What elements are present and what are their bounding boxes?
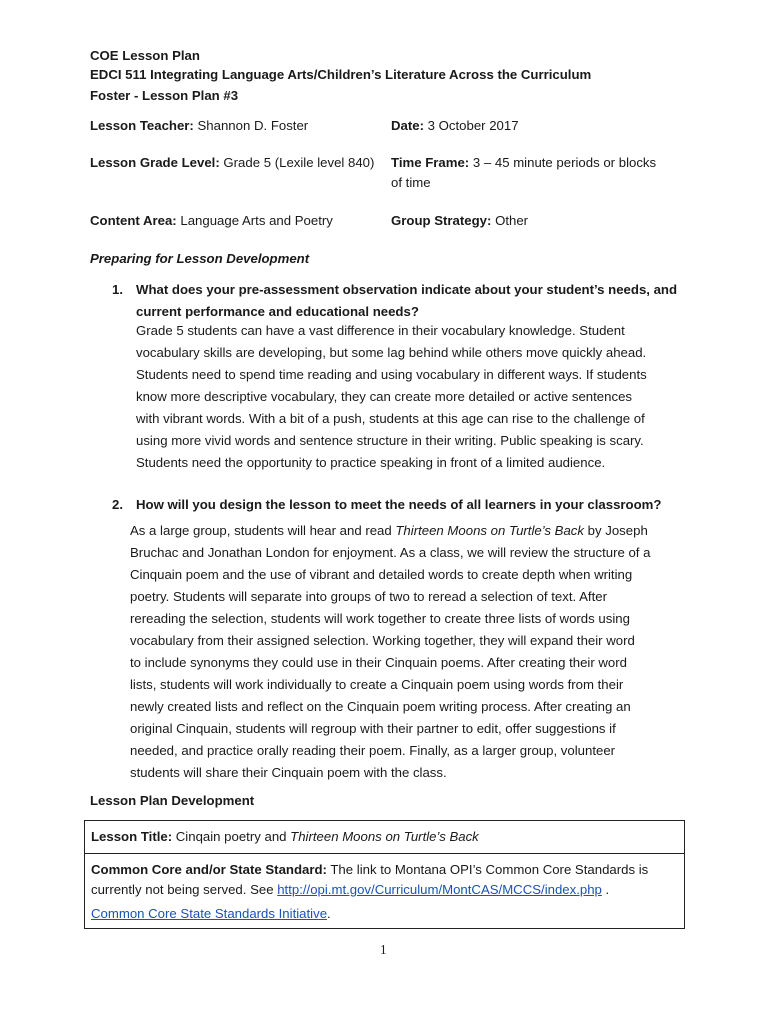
- answer-1-line: Grade 5 students can have a vast difference in their vocabulary knowledge. Student: [136, 323, 625, 338]
- answer-2-line: lists, students will work individually to create a Cinquain poem using words from their: [130, 677, 624, 692]
- answer-2-line: needed, and practice orally reading their poem. Finally, as a larger group, volunteer: [130, 743, 616, 758]
- answer-1-line: with vibrant words. With a bit of a push, students at this age can rise to the challenge of: [136, 411, 645, 426]
- opi-standards-link[interactable]: http://opi.mt.gov/Curriculum/MontCAS/MCCS/index.php: [277, 882, 602, 897]
- standard-row-2: [91, 882, 609, 897]
- answer-2-line: original Cinquain, students will regroup with their partner to edit, offer suggestions if: [130, 721, 616, 736]
- lesson-grade-label: Lesson Grade Level:: [90, 155, 220, 170]
- answer-1-paragraph: [136, 320, 647, 474]
- lesson-grade-value: Grade 5 (Lexile level 840): [223, 155, 375, 170]
- answer-1-line: Students need the opportunity to practice speaking in front of a limited audience.: [136, 455, 606, 470]
- answer-2-line: Cinquain poem and the use of vibrant and detailed words to create depth when writing: [130, 567, 633, 582]
- answer-2-line: newly created lists and reflect on the Cinquain poem writing process. After creating an: [130, 699, 631, 714]
- lesson-date: [391, 118, 519, 133]
- lesson-date-label: Date:: [391, 118, 424, 133]
- question-1: [136, 279, 677, 323]
- standard-text-1: The link to Montana OPI’s Common Core Standards is: [330, 862, 649, 877]
- question-1-line2: current performance and educational needs?: [136, 304, 419, 319]
- section-heading-preparing: Preparing for Lesson Development: [90, 251, 310, 266]
- standard-text-2: currently not being served. See: [91, 882, 278, 897]
- time-frame-value-continued: of time: [391, 175, 431, 190]
- lesson-content-area: [90, 213, 333, 228]
- lesson-date-value: 3 October 2017: [427, 118, 519, 133]
- answer-2-line: students will share their Cinquain poem with the class.: [130, 765, 447, 780]
- standard-row-3: [91, 906, 331, 921]
- answer-2-line: Bruchac and Jonathan London for enjoyment. As a class, we will review the structure of a: [130, 545, 651, 560]
- answer-2-first-line: [130, 520, 650, 542]
- answer-2-line: vocabulary from their assigned selection. Working together, they will expand their word: [130, 633, 635, 648]
- lesson-title-value: Cinqain poetry and: [175, 829, 291, 844]
- time-frame-value: 3 – 45 minute periods or blocks: [472, 155, 657, 170]
- standard-text-3: .: [601, 882, 610, 897]
- answer-2-paragraph: [130, 520, 650, 784]
- answer-2-first-pre: As a large group, students will hear and read: [130, 523, 396, 538]
- standard-box: [84, 853, 685, 929]
- doc-header-line1: COE Lesson Plan: [90, 48, 200, 63]
- standard-row-1: [91, 862, 648, 877]
- content-area-value: Language Arts and Poetry: [180, 213, 333, 228]
- answer-2-line: to include synonyms they could use in their Cinquain poems. After creating their word: [130, 655, 627, 670]
- question-2-number: 2.: [112, 497, 123, 512]
- lesson-title-label: Lesson Title:: [91, 829, 173, 844]
- answer-1-line: vocabulary skills are developing, but some lag behind while others move quickly ahead.: [136, 345, 647, 360]
- lesson-teacher-value: Shannon D. Foster: [197, 118, 309, 133]
- page-number: 1: [380, 942, 387, 957]
- initiative-after: .: [327, 906, 331, 921]
- doc-course-title: EDCI 511 Integrating Language Arts/Children’s Literature Across the Curriculum: [90, 67, 592, 82]
- common-core-initiative-link[interactable]: Common Core State Standards Initiative: [91, 906, 328, 921]
- question-2-line1: How will you design the lesson to meet the needs of all learners in your classroom?: [136, 497, 662, 512]
- answer-2-line: poetry. Students will separate into groups of two to reread a selection of text. After: [130, 589, 607, 604]
- answer-2-line: rereading the selection, students will work together to create three lists of words using: [130, 611, 630, 626]
- content-area-label: Content Area:: [90, 213, 177, 228]
- lesson-title-book: Thirteen Moons on Turtle’s Back: [290, 829, 479, 844]
- group-strategy-value: Other: [495, 213, 529, 228]
- lesson-title-box: [84, 820, 685, 854]
- lesson-teacher-label: Lesson Teacher:: [90, 118, 194, 133]
- group-strategy-label: Group Strategy:: [391, 213, 492, 228]
- answer-2-first-post: by Joseph: [584, 523, 648, 538]
- standard-label: Common Core and/or State Standard:: [91, 862, 327, 877]
- lesson-group-strategy: [391, 213, 528, 228]
- book-title: Thirteen Moons on Turtle’s Back: [395, 523, 584, 538]
- section-heading-development: Lesson Plan Development: [90, 793, 255, 808]
- lesson-title-row: [91, 829, 479, 844]
- answer-1-line: using more vivid words and sentence structure in their writing. Public speaking is scary.: [136, 433, 644, 448]
- doc-lesson-plan-number: Foster - Lesson Plan #3: [90, 88, 239, 103]
- question-1-line1: What does your pre-assessment observation indicate about your student’s needs, and: [136, 282, 678, 297]
- lesson-grade-level: [90, 155, 374, 170]
- time-frame-label: Time Frame:: [391, 155, 470, 170]
- answer-1-line: Students need to spend time reading and using vocabulary in different ways. If students: [136, 367, 647, 382]
- question-1-number: 1.: [112, 282, 123, 297]
- lesson-teacher: [90, 118, 308, 133]
- lesson-time-frame: [391, 155, 656, 170]
- answer-1-line: know more descriptive vocabulary, they can create more detailed or active sentences: [136, 389, 632, 404]
